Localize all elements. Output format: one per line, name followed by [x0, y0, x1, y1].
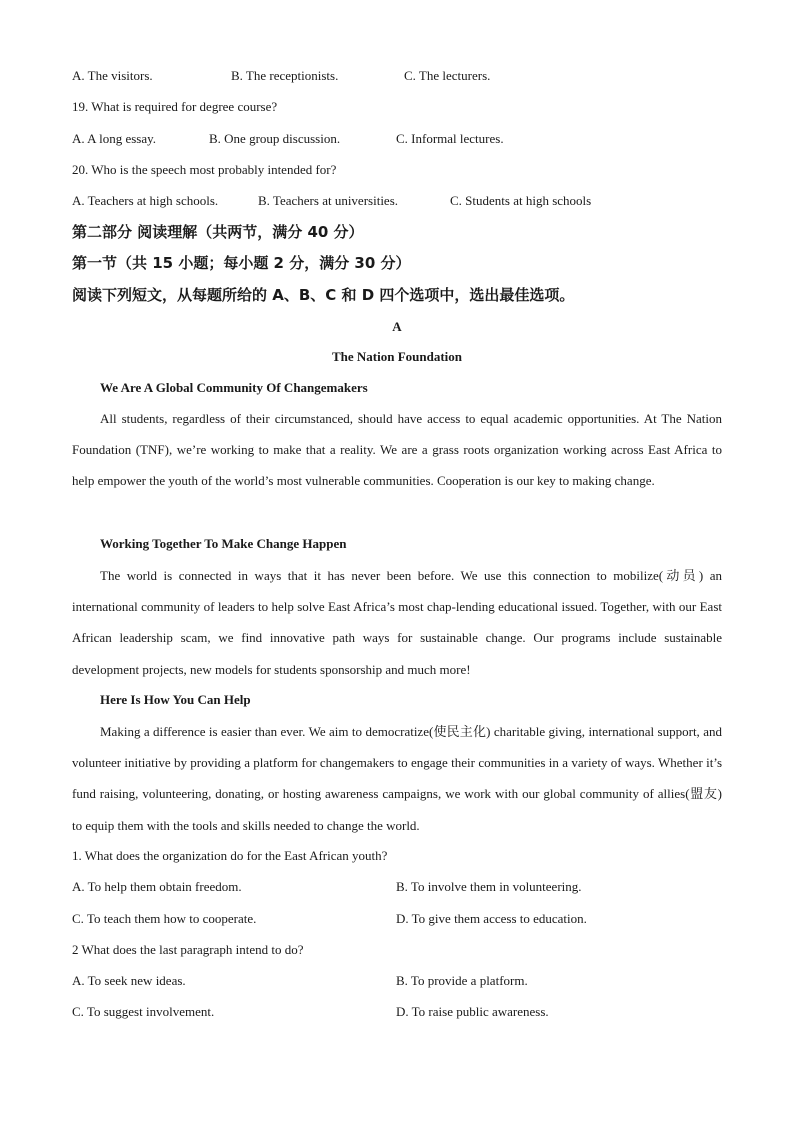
q20-option-b: B. Teachers at universities. [258, 193, 399, 208]
q2-option-a: A. To seek new ideas. [72, 973, 186, 988]
q1-option-d: D. To give them access to education. [396, 911, 587, 926]
passage-subheading-3: Here Is How You Can Help [100, 692, 251, 707]
passage-subheading-1: We Are A Global Community Of Changemakers [100, 380, 368, 395]
q2-option-c: C. To suggest involvement. [72, 1004, 215, 1019]
q19-option-b: B. One group discussion. [209, 131, 341, 146]
q18-option-c: C. The lecturers. [404, 68, 491, 83]
q20-question: 20. Who is the speech most probably intended for? [72, 162, 337, 177]
q1-option-a: A. To help them obtain freedom. [72, 879, 242, 894]
q18-option-b: B. The receptionists. [231, 68, 339, 83]
q19-option-a: A. A long essay. [72, 131, 157, 146]
passage-title: The Nation Foundation [331, 349, 463, 364]
q1-option-c: C. To teach them how to cooperate. [72, 911, 257, 926]
q18-option-a: A. The visitors. [72, 68, 153, 83]
passage-paragraph-2: The world is connected in ways that it has never been before. We use this connection to mobilize(动员) an international community of leaders to help solve East Africa’s most chap-lending educational issued. Together, with our East African leadership scam, we find innovative path ways for sustainable change. Our programs include sustainable development projects, new models for students sponsorship and much more! [72, 568, 722, 677]
q2-option-b: B. To provide a platform. [396, 973, 528, 988]
q1-option-b: B. To involve them in volunteering. [396, 879, 582, 894]
part2-heading: 第二部分 阅读理解（共两节，满分 40 分） [72, 223, 364, 241]
q19-option-c: C. Informal lectures. [396, 131, 504, 146]
section1-heading: 第一节（共 15 小题；每小题 2 分，满分 30 分） [72, 254, 411, 272]
passage-letter: A [392, 319, 402, 334]
passage-paragraph-3: Making a difference is easier than ever. We aim to democratize(使民主化) charitable giving, international support, and volunteer initiative by providing a platform for changemakers to engage their communities in a variety of ways. Whether it’s fund raising, volunteering, donating, or hosting awareness campaigns, we work with our global community of allies(盟友) to equip them with the tools and skills needed to change the world. [72, 724, 722, 833]
q2-question: 2 What does the last paragraph intend to do? [72, 942, 304, 957]
q20-option-a: A. Teachers at high schools. [72, 193, 219, 208]
passage-paragraph-1: All students, regardless of their circumstanced, should have access to equal academic opportunities. At The Nation Foundation (TNF), we’re working to make that a reality. We are a grass roots organization working across East Africa to help empower the youth of the world’s most vulnerable communities. Cooperation is our key to making change. [72, 411, 722, 489]
q1-question: 1. What does the organization do for the East African youth? [72, 848, 388, 863]
instruction-text: 阅读下列短文，从每题所给的 A、B、C 和 D 四个选项中，选出最佳选项。 [72, 286, 575, 304]
q20-option-c: C. Students at high schools [450, 193, 592, 208]
q2-option-d: D. To raise public awareness. [396, 1004, 549, 1019]
q19-question: 19. What is required for degree course? [72, 99, 278, 114]
passage-subheading-2: Working Together To Make Change Happen [100, 536, 347, 551]
